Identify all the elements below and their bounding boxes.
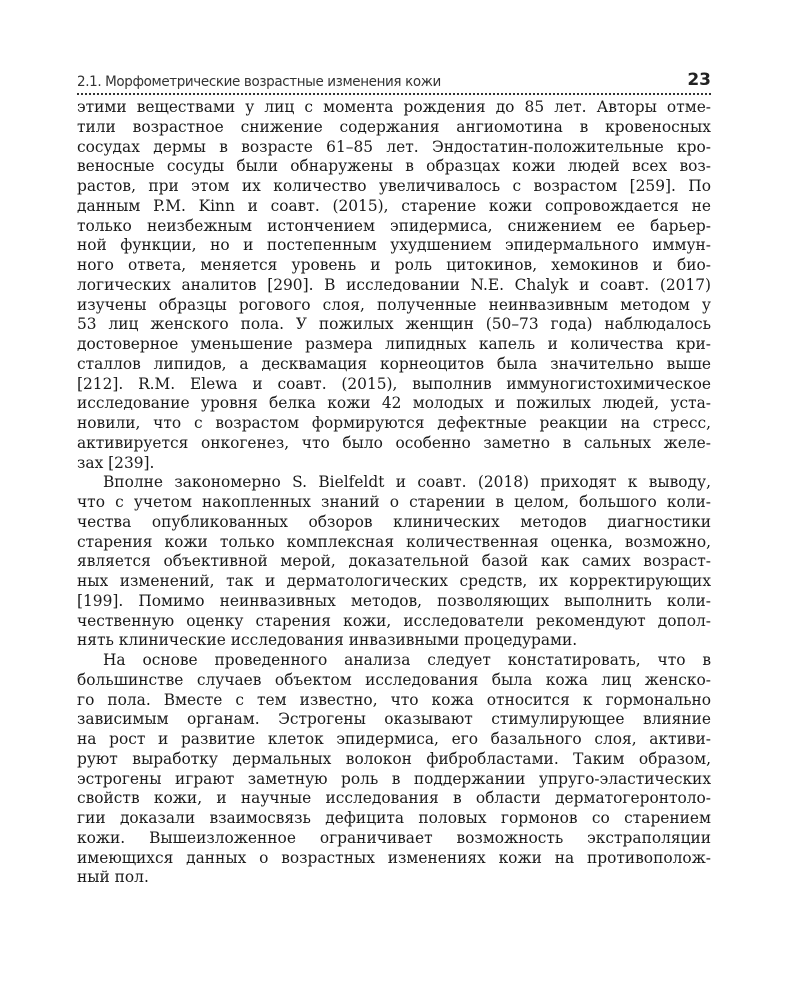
text-line: веносные сосуды были обнаружены в образцах кожи людей всех воз-: [77, 157, 711, 176]
body-text: [77, 98, 711, 888]
text-line: Вполне закономерно S. Bielfeldt и соавт. (2018) приходят к выводу,: [103, 473, 711, 492]
text-line: этими веществами у лиц с момента рождения до 85 лет. Авторы отме-: [77, 98, 711, 116]
text-line: ного ответа, меняется уровень и роль цитокинов, хемокинов и био-: [77, 256, 711, 274]
text-line: эстрогены играют заметную роль в поддержании упруго-эластических: [77, 769, 711, 788]
text-line: на рост и развитие клеток эпидермиса, его базального слоя, активи-: [77, 730, 711, 748]
text-line: ных изменений, так и дерматологических средств, их корректирующих: [77, 572, 711, 590]
text-line: что с учетом накопленных знаний о старении в целом, большого коли-: [77, 493, 711, 511]
paragraph: [77, 473, 711, 651]
text-line: 53 лиц женского пола. У пожилых женщин (50–73 года) наблюдалось: [77, 315, 711, 334]
text-line: имеющихся данных о возрастных изменениях кожи на противополож-: [77, 848, 711, 867]
text-line: сосудах дермы в возрасте 61–85 лет. Эндостатин-положительные кро-: [77, 137, 711, 156]
text-line: руют выработку дермальных волокон фибробластами. Таким образом,: [77, 749, 711, 768]
section-title: 2.1. Морфометрические возрастные изменения кожи: [77, 74, 441, 90]
text-line: большинстве случаев объектом исследования была кожа лиц женско-: [77, 670, 711, 689]
text-line: [212]. R.M. Elewa и соавт. (2015), выполнив иммуногистохимическое: [77, 374, 711, 393]
text-line: ный пол.: [77, 868, 149, 887]
text-line: является объективной мерой, доказательной базой как самих возраст-: [77, 552, 711, 571]
text-line: зах [239].: [77, 453, 155, 472]
text-line: гии доказали взаимосвязь дефицита половых гормонов со старением: [77, 809, 711, 827]
text-line: логических аналитов [290]. В исследовании N.E. Chalyk и соавт. (2017): [77, 275, 711, 294]
text-line: достоверное уменьшение размера липидных капель и количества кри-: [77, 335, 711, 353]
text-line: активируется онкогенез, что было особенно заметно в сальных желе-: [77, 433, 711, 452]
text-line: исследование уровня белка кожи 42 молодых и пожилых людей, уста-: [77, 394, 711, 413]
text-line: свойств кожи, и научные исследования в области дерматогеронтоло-: [77, 789, 711, 808]
page-number: 23: [687, 70, 711, 90]
text-line: данным P.M. Kinn и соавт. (2015), старение кожи сопровождается не: [77, 196, 711, 215]
text-line: ной функции, но и постепенным ухудшением эпидермального иммун-: [77, 236, 711, 255]
text-line: тили возрастное снижение содержания ангиомотина в кровеносных: [77, 117, 711, 136]
text-line: зависимым органам. Эстрогены оказывают стимулирующее влияние: [77, 710, 711, 729]
text-line: [199]. Помимо неинвазивных методов, позволяющих выполнить коли-: [77, 591, 711, 610]
paragraph: [77, 98, 711, 473]
text-line: го пола. Вместе с тем известно, что кожа относится к гормонально: [77, 690, 711, 709]
text-line: нять клинические исследования инвазивными процедурами.: [77, 631, 578, 650]
paragraph: [77, 651, 711, 888]
text-line: чества опубликованных обзоров клинических методов диагностики: [77, 512, 711, 531]
text-line: чественную оценку старения кожи, исследователи рекомендуют допол-: [77, 611, 711, 630]
text-line: изучены образцы рогового слоя, полученные неинвазивным методом у: [77, 295, 711, 314]
text-line: новили, что с возрастом формируются дефектные реакции на стресс,: [77, 414, 711, 432]
running-header: [77, 62, 711, 95]
book-page: [77, 62, 711, 888]
text-line: кожи. Вышеизложенное ограничивает возможность экстраполяции: [77, 828, 711, 847]
text-line: только неизбежным истончением эпидермиса, снижением ее барьер-: [77, 216, 711, 235]
text-line: старения кожи только комплексная количественная оценка, возможно,: [77, 532, 711, 551]
text-line: сталлов липидов, а десквамация корнеоцитов была значительно выше: [77, 354, 711, 373]
text-line: растов, при этом их количество увеличивалось с возрастом [259]. По: [77, 177, 711, 195]
text-line: На основе проведенного анализа следует констатировать, что в: [103, 651, 711, 669]
